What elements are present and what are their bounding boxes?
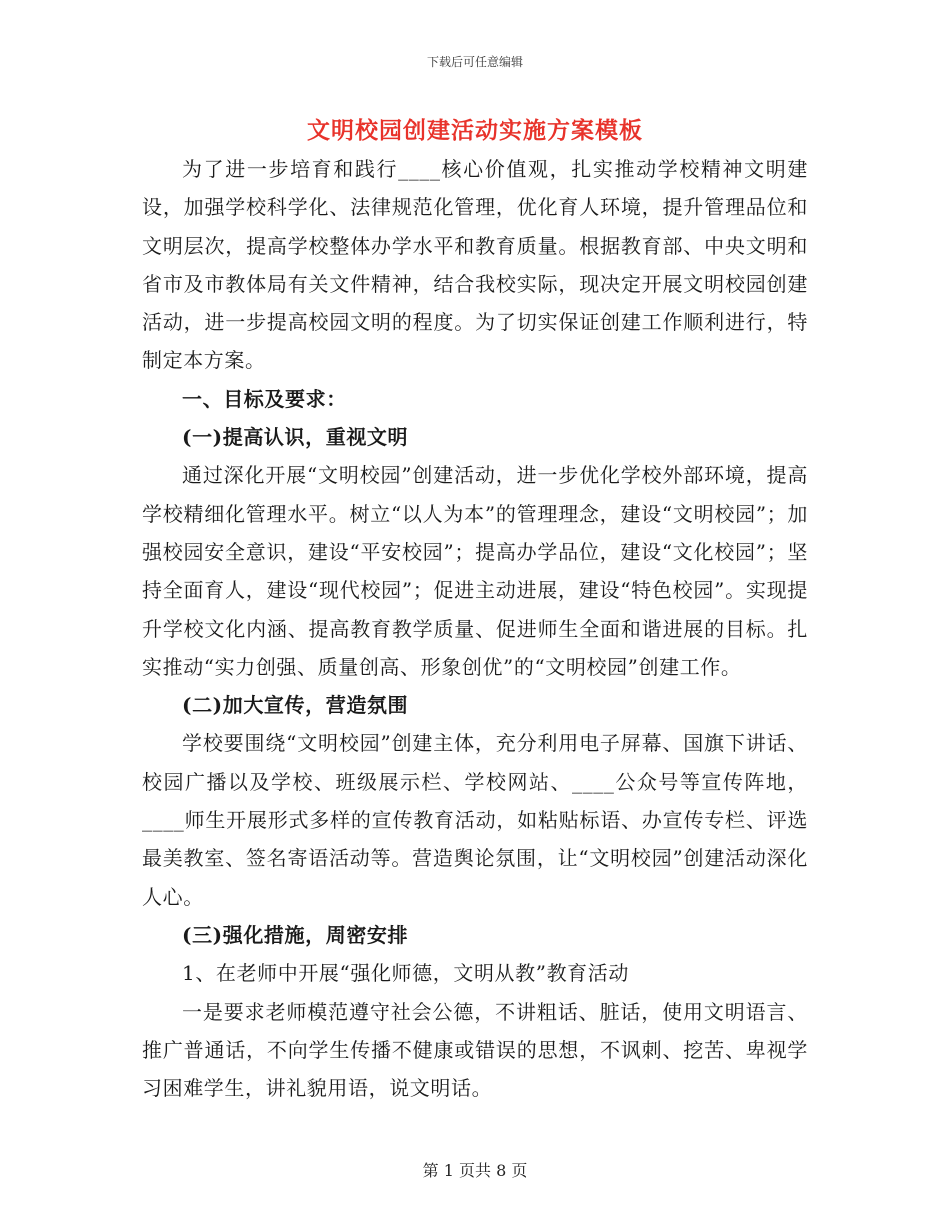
header-note: 下载后可任意编辑 (426, 55, 523, 69)
document-body (142, 150, 808, 1107)
page-footer: 第 1 页共 8 页 (422, 1161, 528, 1180)
item-1-paragraph: 一是要求老师模范遵守社会公德，不讲粗话、脏话，使用文明语言、推广普通话，不向学生传播不健康或错误的思想，不讽刺、挖苦、卑视学习困难学生，讲礼貌用语，说文明话。 (142, 999, 808, 1101)
section-heading-1: 一、目标及要求： (182, 386, 347, 411)
subsection-heading-1: (一)提高认识，重视文明 (182, 425, 409, 450)
document-title: 文明校园创建活动实施方案模板 (307, 117, 643, 144)
subsection-heading-3: (三)强化措施，周密安排 (182, 922, 409, 947)
subsection-heading-2: (二)加大宣传，营造氛围 (182, 693, 409, 718)
subsection-1-paragraph: 通过深化开展“文明校园”创建活动，进一步优化学校外部环境，提高学校精细化管理水平。树立“以人为本”的管理理念，建设“文明校园”；加强校园安全意识，建设“平安校园”；提高办学品位，建设“文化校园”；坚持全面育人，建设“现代校园”；促进主动进展，建设“特色校园”。实现提升学校文化内涵、提高教育教学质量、促进师生全面和谐进展的目标。扎实推动“实力创强、质量创高、形象创优”的“文明校园”创建工作。 (142, 463, 808, 679)
subsection-2-paragraph: 学校要围绕“文明校园”创建主体，充分利用电子屏幕、国旗下讲话、校园广播以及学校、班级展示栏、学校网站、____公众号等宣传阵地，____师生开展形式多样的宣传教育活动，如粘贴标语、办宣传专栏、评选最美教室、签名寄语活动等。营造舆论氛围，让“文明校园”创建活动深化人心。 (142, 731, 808, 909)
intro-paragraph: 为了进一步培育和践行____核心价值观，扎实推动学校精神文明建设，加强学校科学化、法律规范化管理，优化育人环境，提升管理品位和文明层次，提高学校整体办学水平和教育质量。根据教育部、中央文明和省市及市教体局有关文件精神，结合我校实际，现决定开展文明校园创建活动，进一步提高校园文明的程度。为了切实保证创建工作顺利进行，特制定本方案。 (142, 157, 808, 373)
item-1-heading: 1、在老师中开展“强化师德，文明从教”教育活动 (182, 961, 629, 986)
